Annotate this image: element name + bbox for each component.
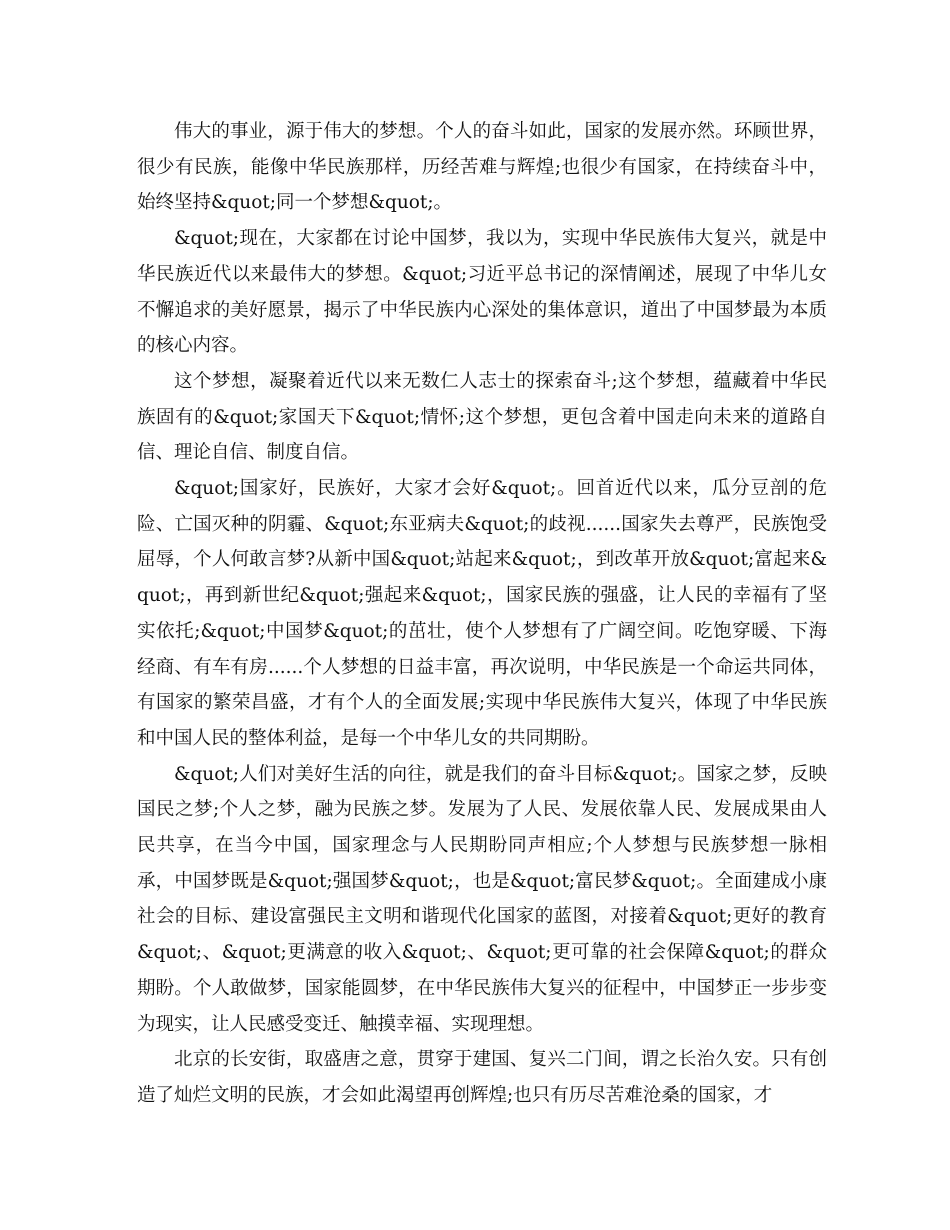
paragraph-5: &quot;人们对美好生活的向往，就是我们的奋斗目标&quot;。国家之梦，反映国民之梦;个人之梦，融为民族之梦。发展为了人民、发展依靠人民、发展成果由人民共享，在当今中国，国家理念与人民期盼同声相应;个人梦想与民族梦想一脉相承，中国梦既是&quot;强国梦&quot;，也是&quot;富民梦&quot;。全面建成小康社会的目标、建设富强民主文明和谐现代化国家的蓝图，对接着&quot;更好的教育&quot;、&quot;更满意的收入&quot;、&quot;更可靠的社会保障&quot;的群众期盼。个人敢做梦，国家能圆梦，在中华民族伟大复兴的征程中，中国梦正一步步变为现实，让人民感受变迁、触摸幸福、实现理想。 <box>137 763 827 1035</box>
paragraph-3: 这个梦想，凝聚着近代以来无数仁人志士的探索奋斗;这个梦想，蕴藏着中华民族固有的&quot;家国天下&quot;情怀;这个梦想，更包含着中国走向未来的道路自信、理论自信、制度自信。 <box>137 370 827 464</box>
paragraph-1: 伟大的事业，源于伟大的梦想。个人的奋斗如此，国家的发展亦然。环顾世界，很少有民族，能像中华民族那样，历经苦难与辉煌;也很少有国家，在持续奋斗中，始终坚持&quot;同一个梦想&quot;。 <box>137 121 827 214</box>
paragraph-4: &quot;国家好，民族好，大家才会好&quot;。回首近代以来，瓜分豆剖的危险、亡国灭种的阴霾、&quot;东亚病夫&quot;的歧视......国家失去尊严，民族饱受屈辱，个人何敢言梦?从新中国&quot;站起来&quot;，到改革开放&quot;富起来&quot;，再到新世纪&quot;强起来&quot;，国家民族的强盛，让人民的幸福有了坚实依托;&quot;中国梦&quot;的茁壮，使个人梦想有了广阔空间。吃饱穿暖、下海经商、有车有房......个人梦想的日益丰富，再次说明，中华民族是一个命运共同体，有国家的繁荣昌盛，才有个人的全面发展;实现中华民族伟大复兴，体现了中华民族和中国人民的整体利益，是每一个中华儿女的共同期盼。 <box>137 478 828 749</box>
paragraph-2: &quot;现在，大家都在讨论中国梦，我以为，实现中华民族伟大复兴，就是中华民族近代以来最伟大的梦想。&quot;习近平总书记的深情阐述，展现了中华儿女不懈追求的美好愿景，揭示了中华民族内心深处的集体意识，道出了中国梦最为本质的核心内容。 <box>137 228 827 357</box>
document-body <box>137 114 827 1114</box>
paragraph-6: 北京的长安街，取盛唐之意，贯穿于建国、复兴二门间，谓之长治久安。只有创造了灿烂文明的民族，才会如此渴望再创辉煌;也只有历尽苦难沧桑的国家，才 <box>137 1049 827 1106</box>
